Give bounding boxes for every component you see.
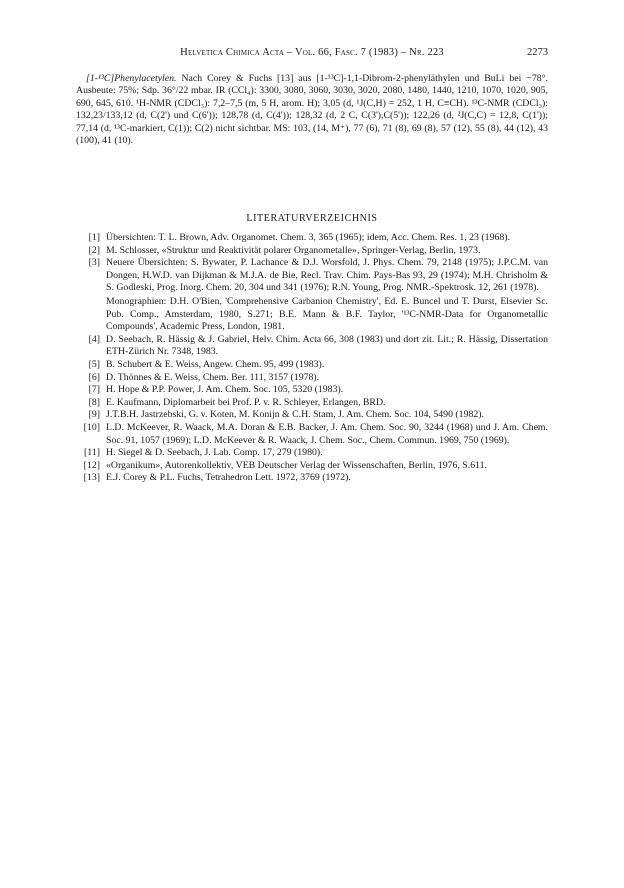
reference-item <box>76 422 548 447</box>
experimental-text: Nach Corey & Fuchs [13] aus [1-¹³C]-1,1-Dibrom-2-phenyläthylen und BuLi bei −78°. Ausbeute: 75%; Sdp. 36°/22 mbar. IR (CCl₄): 3300, 3080, 3060, 3030, 3020, 2080, 1480, 1440, 1210, 1070, 1020, 905, 690, 645, 610. ¹H-NMR (CDCl₃): 7,2–7,5 (m, 5 H, arom. H); 3,05 (d, ¹J(C,H) = 252, 1 H, C≡CH). ¹³C-NMR (CDCl₃): 132,23/133,12 (d, C(2') und C(6')); 128,78 (d, C(4')); 128,32 (d, 2 C, C(3'),C(5')); 122,26 (d, ²J(C,C) = 12,8, C(1')); 77,14 (d, ¹³C-markiert, C(1)); C(2) nicht sichtbar. MS: 103, (14, M⁺), 77 (6), 71 (8), 69 (8), 57 (12), 55 (8), 44 (12), 43 (100), 41 (10). <box>76 73 548 147</box>
reference-text: L.D. McKeever, R. Waack, M.A. Doran & E.B. Backer, J. Am. Chem. Soc. 90, 3244 (1968) und J. Am. Chem. Soc. 91, 1057 (1969); L.D. McKeever & R. Waack, J. Chem. Soc., Chem. Commun. 1969, 750 (1969). <box>106 421 548 446</box>
running-head <box>76 47 548 61</box>
reference-number: [12] <box>83 459 100 471</box>
reference-item <box>76 460 548 473</box>
reference-number: [8] <box>88 396 100 408</box>
reference-item <box>76 384 548 397</box>
reference-text: Neuere Übersichten: S. Bywater, P. Lachance & D.J. Worsfold, J. Phys. Chem. 79, 2148 (1975); J.P.C.M. van Dongen, H.W.D. van Dijkman & M.J.A. de Bie, Recl. Trav. Chim. Pays-Bas 93, 29 (1974); M.H. Chrisholm & S. Godleski, Prog. Inorg. Chem. 20, 304 und 341 (1976); R.N. Young, Prog. NMR.-Spektrosk. 12, 261 (1978). <box>106 257 548 294</box>
reference-item <box>76 359 548 372</box>
reference-number: [10] <box>83 421 100 433</box>
reference-item <box>76 232 548 245</box>
reference-number: [2] <box>88 244 100 256</box>
reference-text: J.T.B.H. Jastrzebski, G. v. Koten, M. Konijn & C.H. Stam, J. Am. Chem. Soc. 104, 5490 (1982). <box>106 409 484 421</box>
reference-item <box>76 447 548 460</box>
compound-heading: [1-¹³C]Phenylacetylen. <box>86 73 177 84</box>
reference-text: E.J. Corey & P.L. Fuchs, Tetrahedron Lett. 1972, 3769 (1972). <box>106 472 351 484</box>
reference-item <box>76 472 548 485</box>
reference-item <box>76 372 548 385</box>
reference-item <box>76 409 548 422</box>
reference-item <box>76 334 548 359</box>
experimental-paragraph <box>76 73 548 147</box>
page-number: 2273 <box>527 47 548 58</box>
reference-text: Übersichten: T. L. Brown, Adv. Organomet. Chem. 3, 365 (1965); idem, Acc. Chem. Res. 1, 23 (1968). <box>106 232 510 243</box>
reference-item <box>76 245 548 258</box>
reference-text: E. Kaufmann, Diplomarbeit bei Prof. P. v. R. Schleyer, Erlangen, BRD. <box>106 396 386 408</box>
reference-number: [9] <box>88 409 100 421</box>
reference-text: B. Schubert & E. Weiss, Angew. Chem. 95, 499 (1983). <box>106 358 325 370</box>
reference-number: [6] <box>88 371 100 383</box>
references-heading: LITERATURVERZEICHNIS <box>246 213 378 224</box>
reference-text: H. Siegel & D. Seebach, J. Lab. Comp. 17, 279 (1980). <box>106 447 323 459</box>
reference-number: [11] <box>84 447 100 459</box>
reference-number: [1] <box>88 232 100 243</box>
reference-text: H. Hope & P.P. Power, J. Am. Chem. Soc. 105, 5320 (1983). <box>106 384 344 396</box>
reference-number: [4] <box>88 333 100 345</box>
reference-number: [7] <box>88 384 100 396</box>
reference-continuation: Monographien: D.H. O'Bien, 'Comprehensive Carbanion Chemistry', Ed. E. Buncel und T. Durst, Elsevier Sc. Pub. Comp., Amsterdam, 1980, S.271; B.E. Mann & B.F. Taylor, '¹³C-NMR-Data for Organometallic Compounds', Academic Press, London, 1981. <box>106 295 548 333</box>
reference-number: [13] <box>83 472 100 484</box>
reference-item <box>76 257 548 334</box>
reference-item <box>76 397 548 410</box>
reference-number: [5] <box>88 358 100 370</box>
reference-text: D. Thönnes & E. Weiss, Chem. Ber. 111, 3157 (1978). <box>106 371 320 383</box>
reference-list <box>76 232 548 485</box>
reference-text: «Organikum», Autorenkollektiv, VEB Deutscher Verlag der Wissenschaften, Berlin, 1976, S.611. <box>106 459 487 471</box>
reference-number: [3] <box>88 257 100 269</box>
journal-title: Helvetica Chimica Acta – Vol. 66, Fasc. 7 (1983) – Nr. 223 <box>180 47 444 58</box>
reference-text: M. Schlosser, «Struktur und Reaktivität polarer Organometalle», Springer-Verlag, Berlin, 1973. <box>106 244 481 256</box>
reference-text: D. Seebach, R. Hässig & J. Gabriel, Helv. Chim. Acta 66, 308 (1983) und dort zit. Lit.; R. Hässig, Dissertation ETH-Zürich Nr. 7348, 1983. <box>106 333 548 358</box>
